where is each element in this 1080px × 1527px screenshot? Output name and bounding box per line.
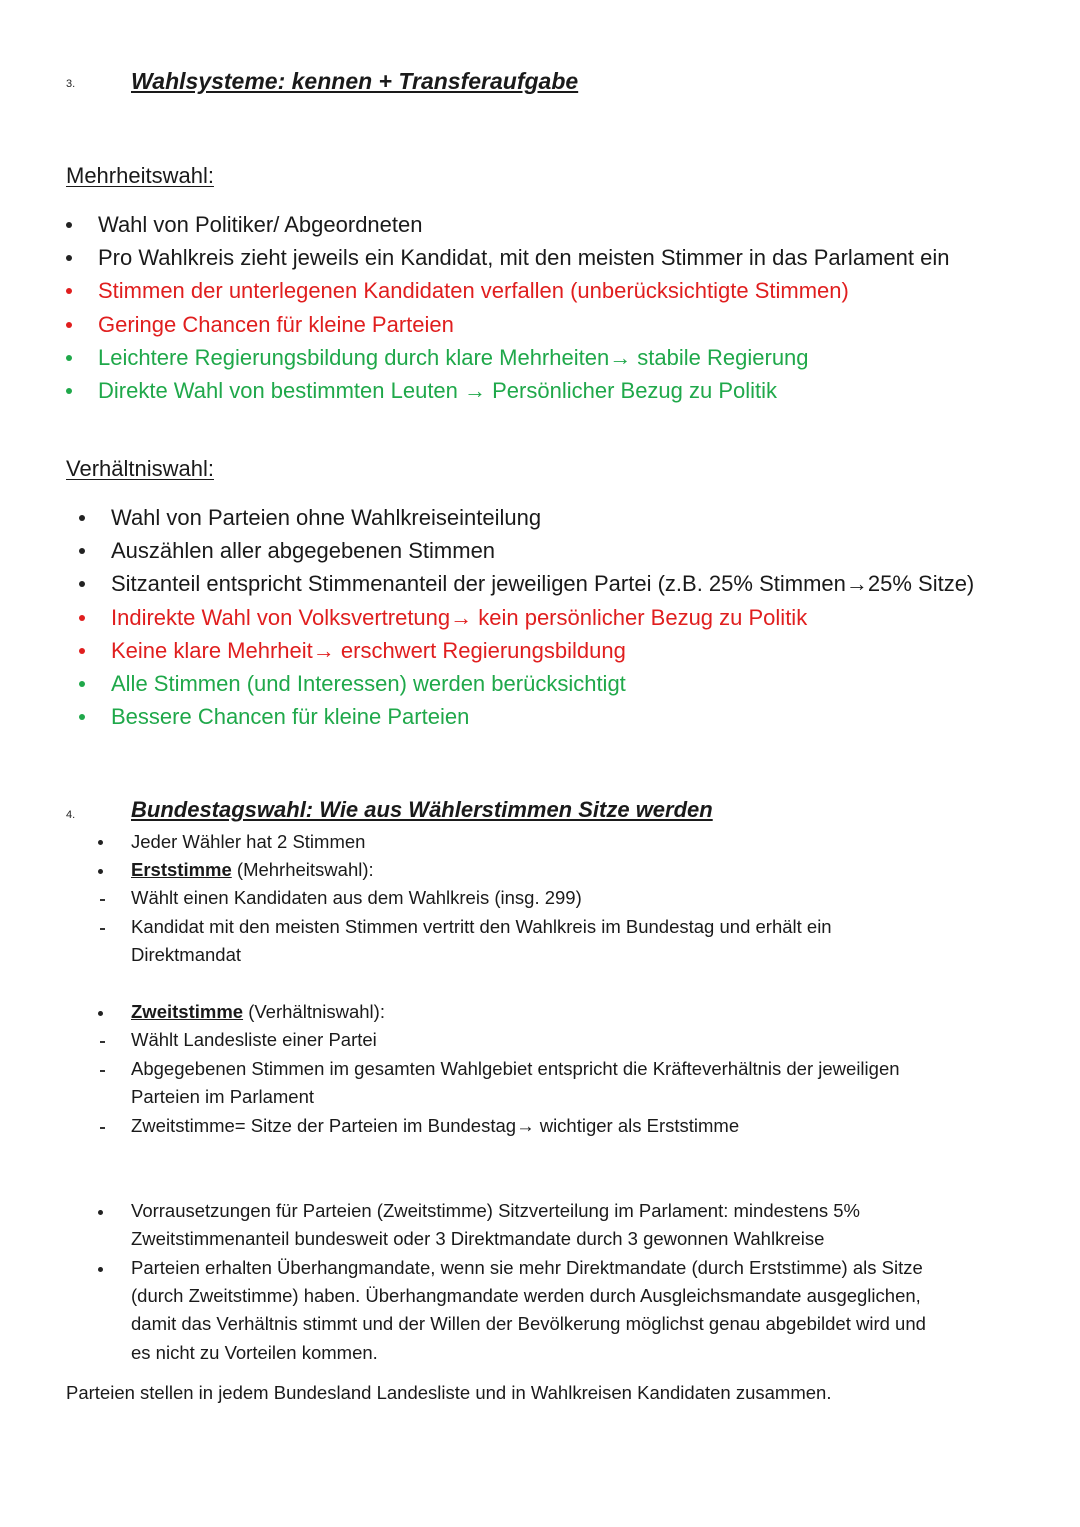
list-item: Vorrausetzungen für Parteien (Zweitstimme) Sitzverteilung im Parlament: mindestens 5%: [131, 1200, 860, 1221]
list-item: Wahl von Parteien ohne Wahlkreiseinteilung: [111, 505, 542, 530]
bullet: [79, 581, 85, 587]
bullet: [79, 681, 85, 687]
list-item: Stimmen der unterlegenen Kandidaten verfallen (unberücksichtigte Stimmen): [98, 278, 849, 304]
dash: [100, 1127, 105, 1129]
subheading-verhaeltniswahl: Verhältniswahl:: [66, 456, 214, 481]
bullet: [98, 869, 103, 874]
list-item: Wahl von Politiker/ Abgeordneten: [98, 212, 423, 237]
zweitstimme-term: Zweitstimme: [131, 1001, 244, 1022]
list-item-continued: Zweitstimmenanteil bundesweit oder 3 Direktmandate durch 3 gewonnen Wahlkreise: [131, 1228, 825, 1249]
bullet: [66, 222, 72, 228]
list-item: Keine klare Mehrheit→ erschwert Regierungsbildung: [111, 637, 626, 663]
mehrheitswahl-list: [98, 208, 949, 407]
erststimme-desc: (Mehrheitswahl):: [231, 859, 374, 880]
verhaeltniswahl-list: [111, 501, 974, 733]
list-item: Kandidat mit den meisten Stimmen vertritt den Wahlkreis im Bundestag und erhält ein: [131, 916, 832, 937]
list-item: Alle Stimmen (und Interessen) werden berücksichtigt: [111, 670, 626, 696]
list-item: [131, 998, 385, 1026]
list-item: Indirekte Wahl von Volksvertretung→ kein persönlicher Bezug zu Politik: [111, 604, 808, 630]
list-item-continued: (durch Zweitstimme) haben. Überhangmandate werden durch Ausgleichsmandate ausgeglichen,: [131, 1285, 921, 1306]
list-item: Wählt einen Kandidaten aus dem Wahlkreis (insg. 299): [131, 887, 582, 908]
list-item: Abgegebenen Stimmen im gesamten Wahlgebiet entspricht die Kräfteverhältnis der jeweiligen: [131, 1058, 900, 1079]
list-item: Zweitstimme= Sitze der Parteien im Bundestag→ wichtiger als Erststimme: [131, 1115, 740, 1136]
list-item: Pro Wahlkreis zieht jeweils ein Kandidat, mit den meisten Stimmer in das Parlament ein: [98, 245, 950, 271]
list-item: Wählt Landesliste einer Partei: [131, 1029, 377, 1050]
bullet: [98, 1267, 103, 1272]
bullet: [79, 515, 85, 521]
bullet: [66, 322, 72, 328]
section-number: 4.: [66, 809, 76, 821]
bullet: [79, 714, 85, 720]
list-item-continued: es nicht zu Vorteilen kommen.: [131, 1342, 378, 1363]
list-item: Leichtere Regierungsbildung durch klare Mehrheiten→ stabile Regierung: [98, 344, 809, 370]
list-item: Direkte Wahl von bestimmten Leuten → Persönlicher Bezug zu Politik: [98, 377, 778, 403]
bullet: [66, 388, 72, 394]
list-item-continued: damit das Verhältnis stimmt und der Willen der Bevölkerung möglichst genau abgebildet wird und: [131, 1313, 926, 1334]
dash: [100, 928, 105, 930]
list-item: Sitzanteil entspricht Stimmenanteil der jeweiligen Partei (z.B. 25% Stimmen→25% Sitze): [111, 571, 975, 597]
dash: [100, 1070, 105, 1072]
list-item: Jeder Wähler hat 2 Stimmen: [131, 831, 366, 852]
bullet: [66, 355, 72, 361]
list-item: Parteien erhalten Überhangmandate, wenn sie mehr Direktmandate (durch Erststimme) als Sitze: [131, 1257, 923, 1278]
section-title: Wahlsysteme: kennen + Transferaufgabe: [131, 68, 579, 94]
subheading-mehrheitswahl: Mehrheitswahl:: [66, 163, 214, 188]
bullet: [98, 1210, 103, 1215]
list-item: Auszählen aller abgegebenen Stimmen: [111, 538, 496, 564]
bullet: [79, 615, 85, 621]
list-item-continued: Parteien im Parlament: [131, 1086, 315, 1107]
zweitstimme-desc: (Verhältniswahl):: [243, 1001, 385, 1022]
list-item-continued: Direktmandat: [131, 944, 242, 965]
bullet: [98, 1011, 103, 1016]
bullet: [66, 288, 72, 294]
section-title: Bundestagswahl: Wie aus Wählerstimmen Sitze werden: [131, 797, 713, 822]
section-number: 3.: [66, 78, 76, 90]
bullet: [79, 648, 85, 654]
list-item: Geringe Chancen für kleine Parteien: [98, 311, 454, 337]
bullet: [79, 548, 85, 554]
erststimme-term: Erststimme: [131, 859, 232, 880]
list-item: [131, 856, 374, 884]
list-item: Bessere Chancen für kleine Parteien: [111, 704, 470, 730]
bullet: [66, 255, 72, 261]
closing-sentence: Parteien stellen in jedem Bundesland Landesliste und in Wahlkreisen Kandidaten zusammen.: [66, 1382, 832, 1403]
dash: [100, 899, 105, 901]
dash: [100, 1041, 105, 1043]
bullet: [98, 840, 103, 845]
